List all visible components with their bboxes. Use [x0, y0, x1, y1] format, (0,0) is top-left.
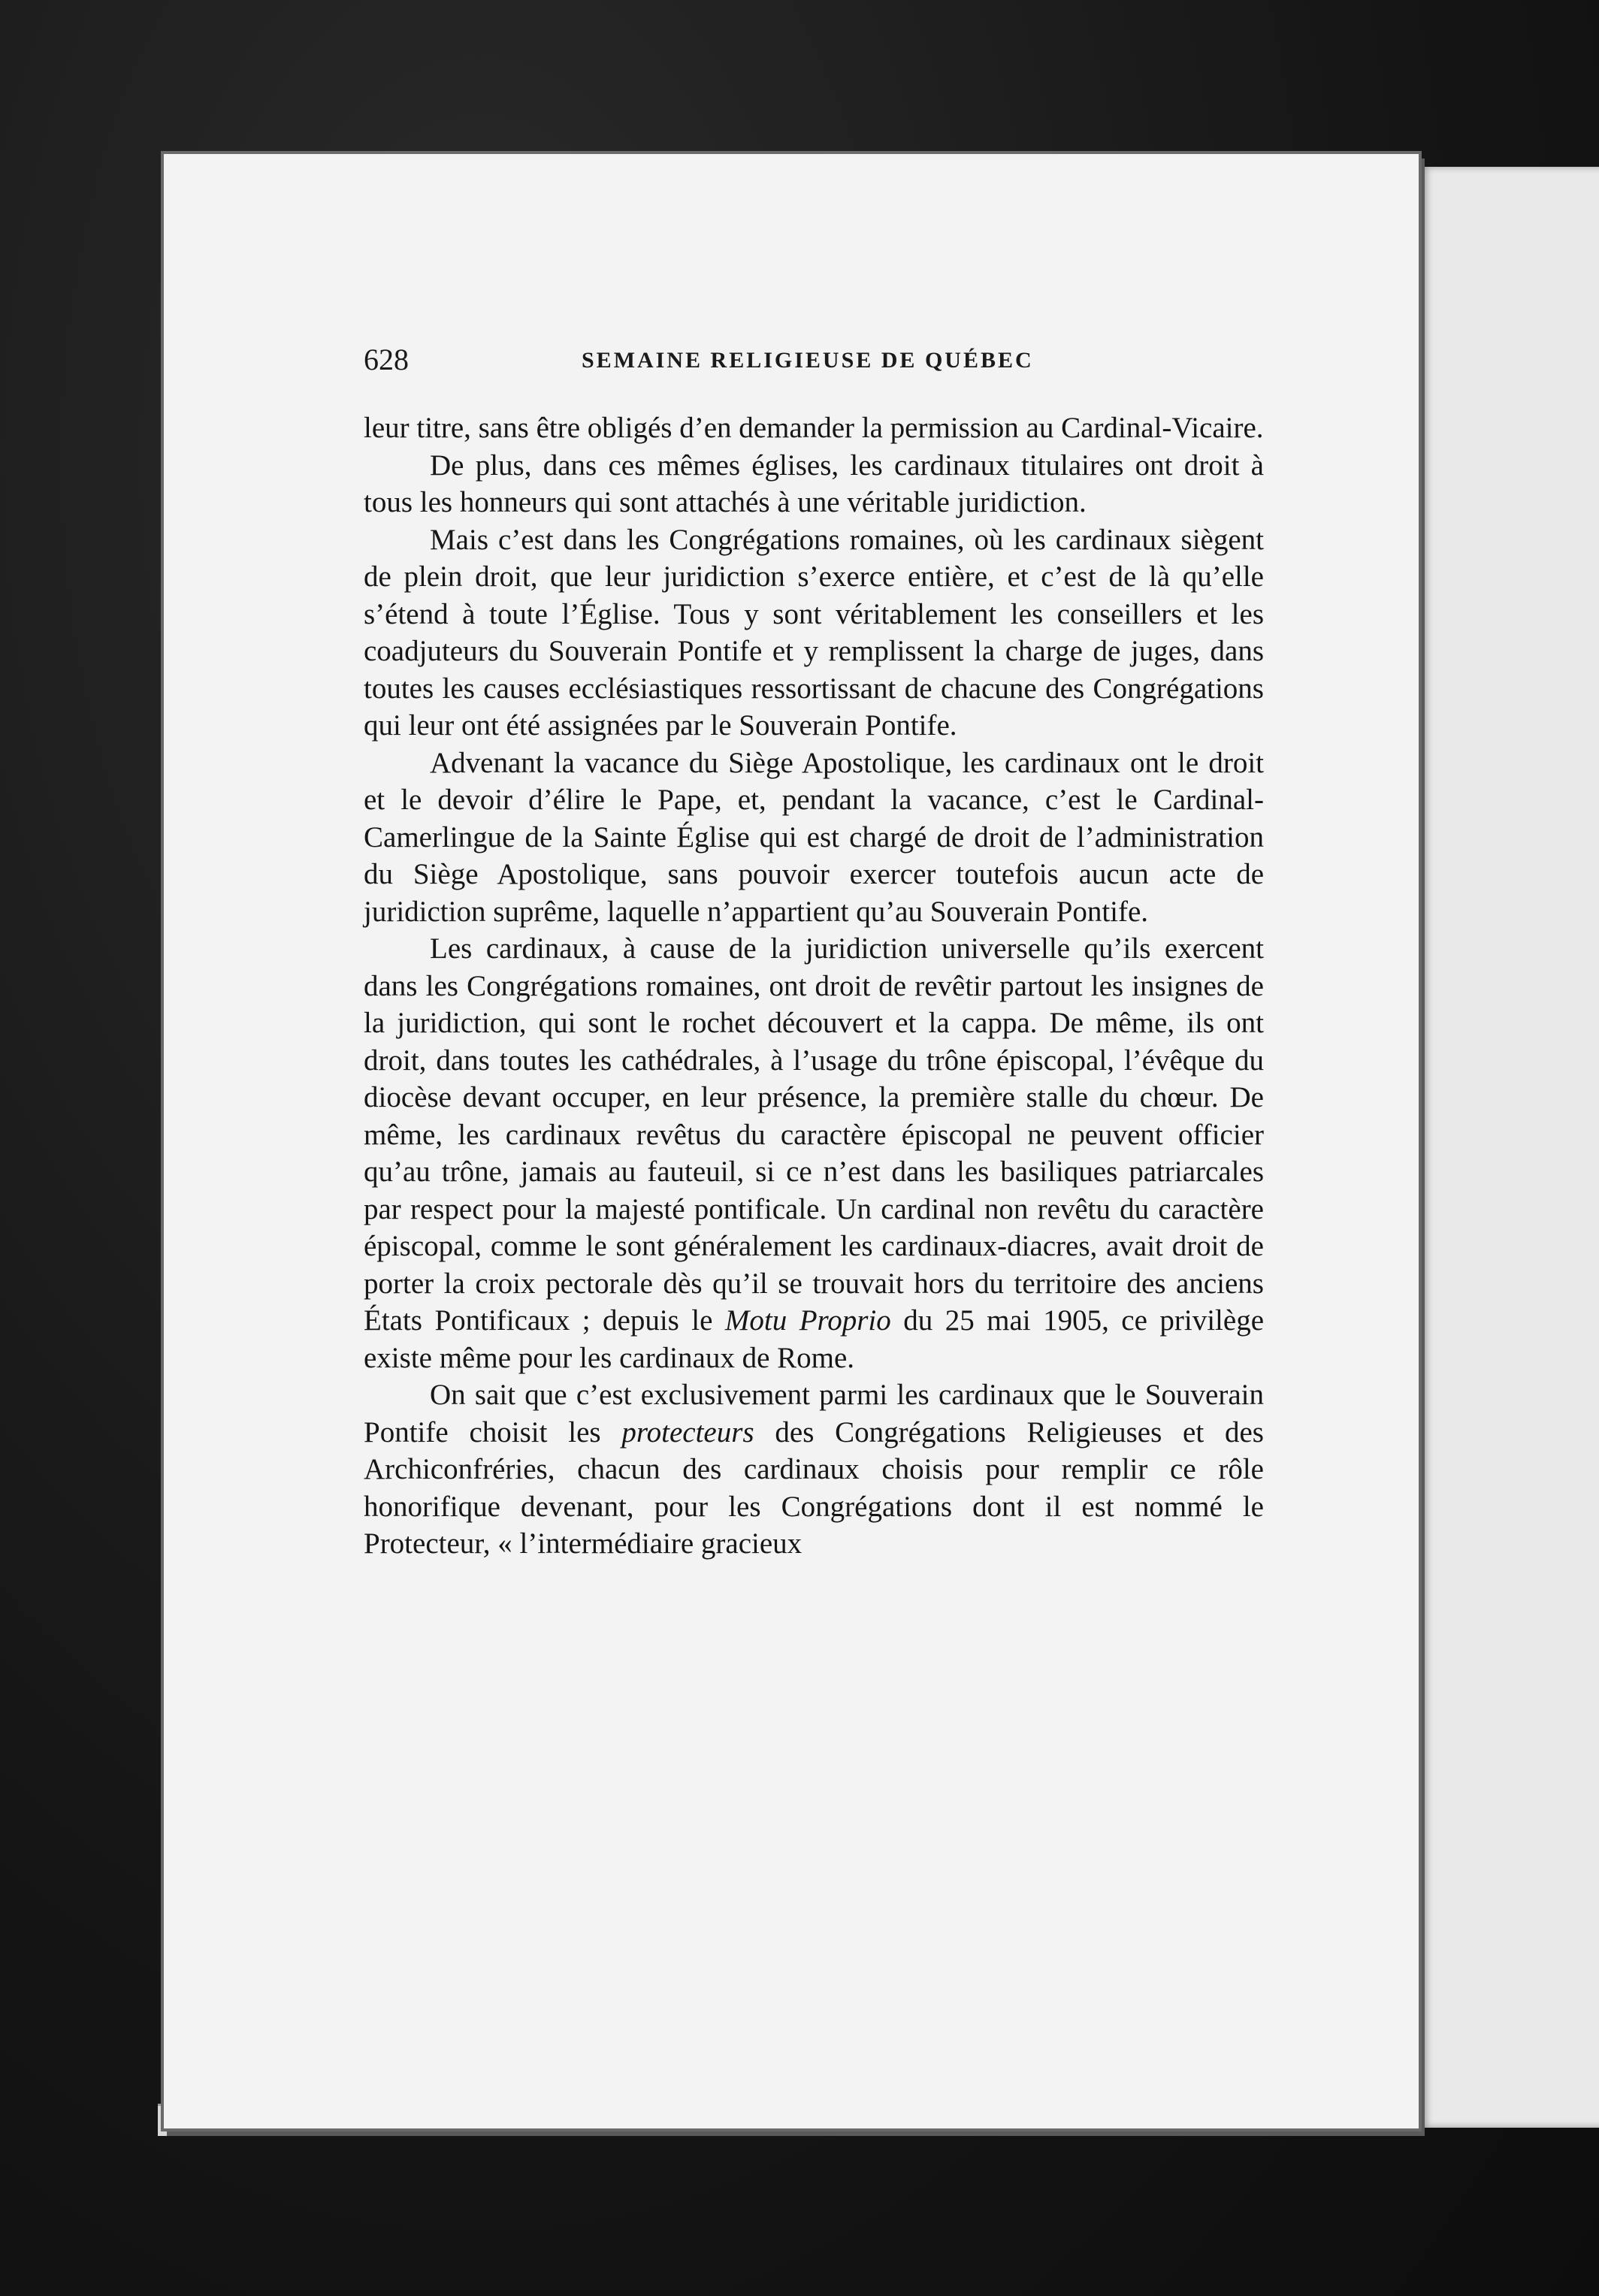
- paragraph-6-text-after: des Congrégations Religieuses et des Archiconfréries, chacun des cardinaux choisis pour remplir ce rôle honorifique devenant, pour les Congrégations dont il est nommé le Protecteur, « l’intermédiaire gracieux: [364, 1415, 1264, 1560]
- paragraph-5-italic: Motu Proprio: [724, 1304, 891, 1337]
- paragraph-1: leur titre, sans être obligés d’en demander la permission au Cardinal-Vicaire.: [364, 412, 1264, 444]
- paragraph-6: [364, 1376, 1264, 1563]
- page-header: [364, 342, 1265, 387]
- paragraph-6-text-before: On sait que c’est exclusivement parmi les cardinaux que le Souverain Pontife choisit les: [364, 1379, 1264, 1449]
- paragraph-6-italic: protecteurs: [621, 1415, 754, 1449]
- paragraph-5: [364, 930, 1264, 1376]
- body-text: [364, 409, 1264, 1563]
- facing-page-edge: [1414, 167, 1599, 2128]
- paragraph-5-text-after: du 25 mai 1905, ce privilège existe même pour les cardinaux de Rome.: [364, 1304, 1265, 1374]
- paragraph-4: Advenant la vacance du Siège Apostolique, les cardinaux ont le droit et le devoir d’élire le Pape, et, pendant la vacance, c’est le Cardinal-Camerlingue de la Sainte Église qui est chargé de droit de l’administration du Siège Apostolique, sans pouvoir exercer toutefois aucun acte de juridiction suprême, laquelle n’appartient qu’au Souverain Pontife.: [364, 746, 1264, 928]
- paragraph-2: De plus, dans ces mêmes églises, les cardinaux titulaires ont droit à tous les honneurs qui sont attachés à une véritable juridiction.: [364, 449, 1264, 518]
- running-head: SEMAINE RELIGIEUSE DE QUÉBEC: [582, 348, 1034, 373]
- page-number: 628: [364, 343, 409, 376]
- paragraph-3: Mais c’est dans les Congrégations romaines, où les cardinaux siègent de plein droit, que leur juridiction s’exerce entière, et c’est de là qu’elle s’étend à toute l’Église. Tous y sont véritablement les conseillers et les coadjuteurs du Souverain Pontife et y remplissent la charge de juges, dans toutes les causes ecclésiastiques ressortissant de chacune des Congrégations qui leur ont été assignées par le Souverain Pontife.: [364, 523, 1264, 742]
- paragraph-5-text-before: Les cardinaux, à cause de la juridiction universelle qu’ils exercent dans les Congrégations romaines, ont droit de revêtir partout les insignes de la juridiction, qui sont le rochet découvert et la cappa. De même, ils ont droit, dans toutes les cathédrales, à l’usage du trône épiscopal, l’évêque du diocèse devant occuper, en leur présence, la première stalle du chœur. De même, les cardinaux revêtus du caractère épiscopal ne peuvent officier qu’au trône, jamais au fauteuil, si ce n’est dans les basiliques patriarcales par respect pour la majesté pontificale. Un cardinal non revêtu du caractère épiscopal, comme le sont généralement les cardinaux-diacres, avait droit de porter la croix pectorale dès qu’il se trouvait hors du territoire des anciens États Pontificaux ; depuis le: [364, 932, 1264, 1337]
